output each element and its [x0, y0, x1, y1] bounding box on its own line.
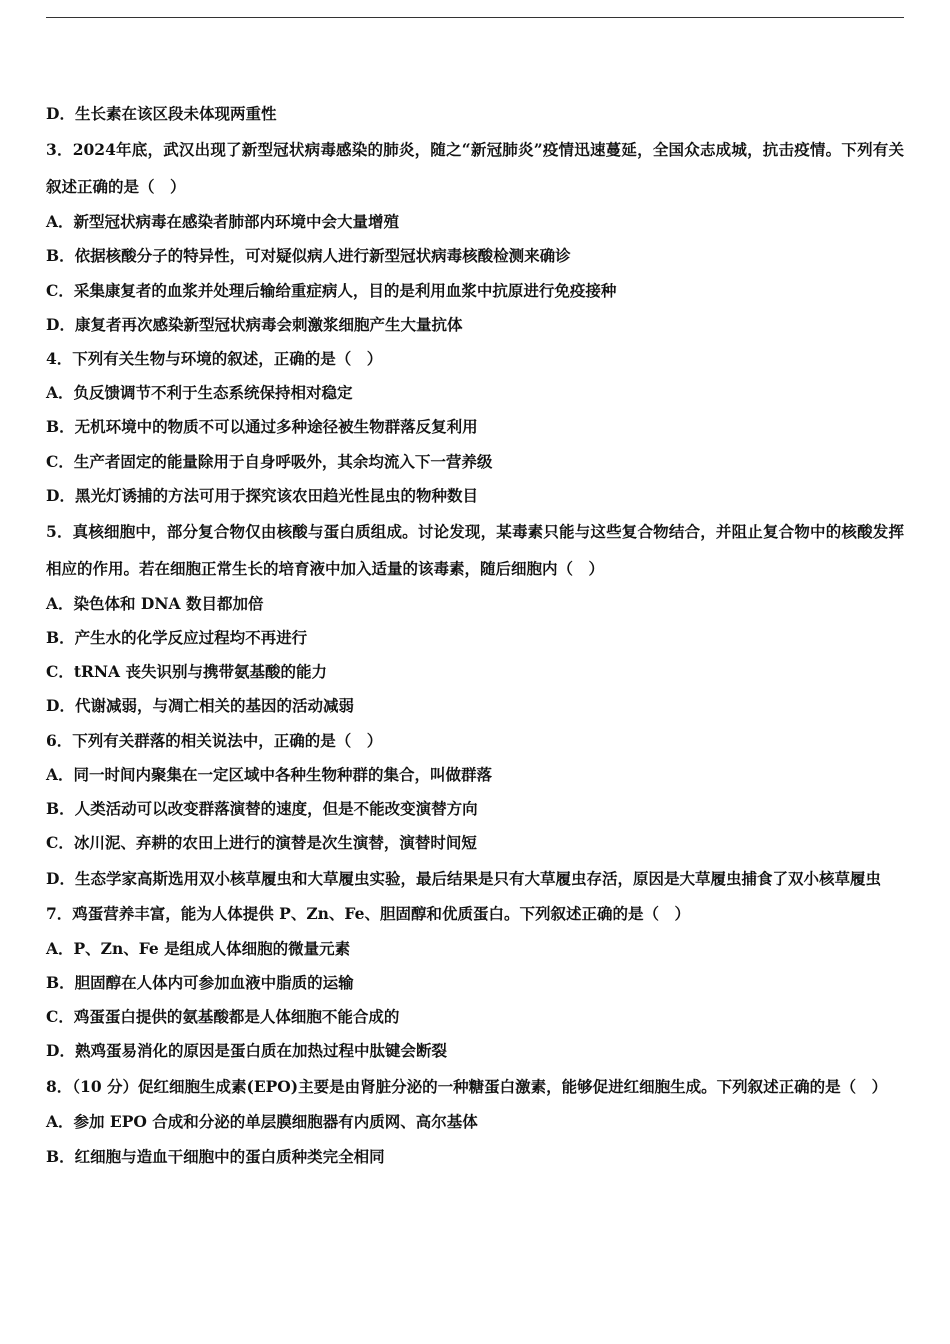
q7-option-b: B．胆固醇在人体内可参加血液中脂质的运输 — [46, 972, 354, 992]
q6-stem: 6．下列有关群落的相关说法中，正确的是（ ） — [46, 730, 383, 750]
q5-option-a: A．染色体和 DNA 数目都加倍 — [46, 593, 264, 613]
q5-option-d: D．代谢减弱，与凋亡相关的基因的活动减弱 — [46, 696, 354, 716]
q3-option-d: D．康复者再次感染新型冠状病毒会刺激浆细胞产生大量抗体 — [46, 314, 463, 334]
q7-option-a: A．P、Zn、Fe 是组成人体细胞的微量元素 — [46, 938, 351, 958]
q5-option-b: B．产生水的化学反应过程均不再进行 — [46, 628, 308, 648]
q2-option-d: D．生长素在该区段未体现两重性 — [46, 104, 277, 123]
q5-stem: 5．真核细胞中，部分复合物仅由核酸与蛋白质组成。讨论发现，某毒素只能与这些复合物结合，并阻止复合物中的核酸发挥相应的作用。若在细胞正常生长的培育液中加入适量的该毒素，随后细胞内（ ） — [46, 521, 904, 578]
q8-option-a: A．参加 EPO 合成和分泌的单层膜细胞器有内质网、高尔基体 — [46, 1112, 478, 1132]
q7-stem: 7．鸡蛋营养丰富，能为人体提供 P、Zn、Fe、胆固醇和优质蛋白。下列叙述正确的是（ ） — [46, 904, 690, 924]
q4-stem: 4．下列有关生物与环境的叙述，正确的是（ ） — [46, 348, 383, 368]
q3-option-a: A．新型冠状病毒在感染者肺部内环境中会大量增殖 — [46, 212, 400, 232]
q4-option-a: A．负反馈调节不利于生态系统保持相对稳定 — [46, 383, 353, 403]
q8-stem: 8．（10 分）促红细胞生成素(EPO)主要是由肾脏分泌的一种糖蛋白激素，能够促进红细胞生成。下列叙述正确的是（ ） — [46, 1077, 888, 1097]
q4-option-d: D．黑光灯诱捕的方法可用于探究该农田趋光性昆虫的物种数目 — [46, 485, 478, 505]
q6-option-b: B．人类活动可以改变群落演替的速度，但是不能改变演替方向 — [46, 799, 478, 818]
q6-option-c: C．冰川泥、弃耕的农田上进行的演替是次生演替，演替时间短 — [46, 833, 477, 853]
q3-option-b: B．依据核酸分子的特异性，可对疑似病人进行新型冠状病毒核酸检测来确诊 — [46, 246, 571, 266]
q3-option-c: C．采集康复者的血浆并处理后输给重症病人，目的是利用血浆中抗原进行免疫接种 — [46, 280, 617, 300]
q4-option-c: C．生产者固定的能量除用于自身呼吸外，其余均流入下一营养级 — [46, 451, 493, 471]
q5-option-c: C．tRNA 丧失识别与携带氨基酸的能力 — [46, 662, 327, 682]
header-rule — [46, 17, 904, 18]
q6-option-d: D．生态学家高斯选用双小核草履虫和大草履虫实验，最后结果是只有大草履虫存活，原因是大草履虫捕食了双小核草履虫 — [46, 869, 881, 889]
q7-option-c: C．鸡蛋蛋白提供的氨基酸都是人体细胞不能合成的 — [46, 1006, 400, 1026]
q6-option-a: A．同一时间内聚集在一定区域中各种生物种群的集合，叫做群落 — [46, 764, 493, 784]
q8-option-b: B．红细胞与造血干细胞中的蛋白质种类完全相同 — [46, 1146, 385, 1166]
q7-option-d: D．熟鸡蛋易消化的原因是蛋白质在加热过程中肽键会断裂 — [46, 1041, 447, 1061]
q3-stem: 3．2024年底，武汉出现了新型冠状病毒感染的肺炎，随之“新冠肺炎”疫情迅速蔓延，全国众志成城，抗击疫情。下列有关叙述正确的是（ ） — [46, 140, 904, 197]
document-body — [46, 97, 904, 1174]
q4-option-b: B．无机环境中的物质不可以通过多种途径被生物群落反复利用 — [46, 417, 478, 437]
